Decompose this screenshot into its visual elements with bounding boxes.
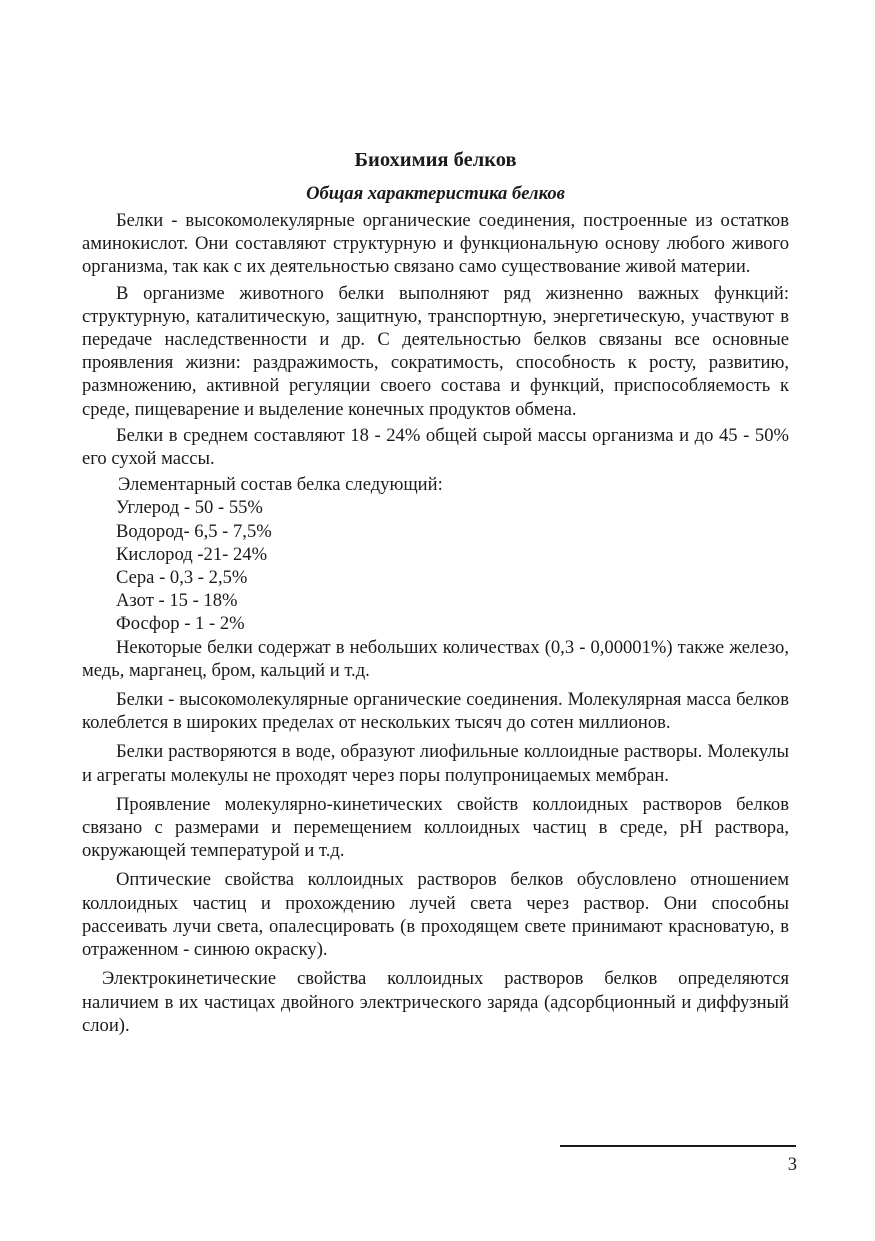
paragraph-mass-share: Белки в среднем составляют 18 - 24% общей сырой массы организма и до 45 - 50% его сухой массы. <box>82 424 789 470</box>
paragraph-functions: В организме животного белки выполняют ряд жизненно важных функций: структурную, каталитическую, защитную, транспортную, энергетическую, участвуют в передаче наследственности и др. С деятельностью белков связаны все основные проявления жизни: раздражимость, сократимость, способность к росту, развитию, размножению, активной регуляции своего состава и функций, приспособляемость к среде, пищеварение и выделение конечных продуктов обмена. <box>82 282 789 420</box>
paragraph-trace-elements: Некоторые белки содержат в небольших количествах (0,3 - 0,00001%) также железо, медь, марганец, бром, кальций и т.д. <box>82 636 789 681</box>
paragraph-electrokinetic-properties: Электрокинетические свойства коллоидных растворов белков определяются наличием в их частицах двойного электрического заряда (адсорбционный и диффузный слои). <box>82 968 789 1036</box>
page-title: Биохимия белков <box>354 149 517 171</box>
footer-divider <box>560 1145 796 1147</box>
paragraph-molecular-mass: Белки - высокомолекулярные органические соединения. Молекулярная масса белков колеблется в широких пределах от нескольких тысяч до сотен миллионов. <box>82 689 789 734</box>
paragraph-optical-properties: Оптические свойства коллоидных растворов белков обусловлено отношением коллоидных частиц и прохождению лучей света через раствор. Они способны рассеивать лучи света, опалесцировать (в проходящем свете принимают красноватую, в отраженном - синюю окраску). <box>82 869 789 961</box>
composition-item-sulfur: Сера - 0,3 - 2,5% <box>116 567 248 589</box>
composition-list <box>82 496 789 635</box>
paragraph-definition: Белки - высокомолекулярные органические соединения, построенные из остатков аминокислот. Они составляют структурную и функциональную основу любого живого организма, так как с их деятельностью связано само существование живой материи. <box>82 210 789 278</box>
composition-item-nitrogen: Азот - 15 - 18% <box>116 590 238 612</box>
paragraph-kinetic-properties: Проявление молекулярно-кинетических свойств коллоидных растворов белков связано с размерами и перемещением коллоидных частиц в среде, pH раствора, окружающей температурой и т.д. <box>82 793 789 862</box>
page-content <box>82 146 789 1037</box>
composition-item-phosphorus: Фосфор - 1 - 2% <box>116 613 245 635</box>
composition-item-hydrogen: Водород- 6,5 - 7,5% <box>116 520 272 542</box>
section-subtitle: Общая характеристика белков <box>306 183 565 204</box>
composition-intro: Элементарный состав белка следующий: <box>118 474 443 496</box>
composition-item-oxygen: Кислород -21- 24% <box>116 543 268 565</box>
page-number: 3 <box>787 1154 797 1175</box>
composition-item-carbon: Углерод - 50 - 55% <box>116 497 263 519</box>
paragraph-solubility: Белки растворяются в воде, образуют лиофильные коллоидные растворы. Молекулы и агрегаты молекулы не проходят через поры полупроницаемых мембран. <box>82 741 789 786</box>
